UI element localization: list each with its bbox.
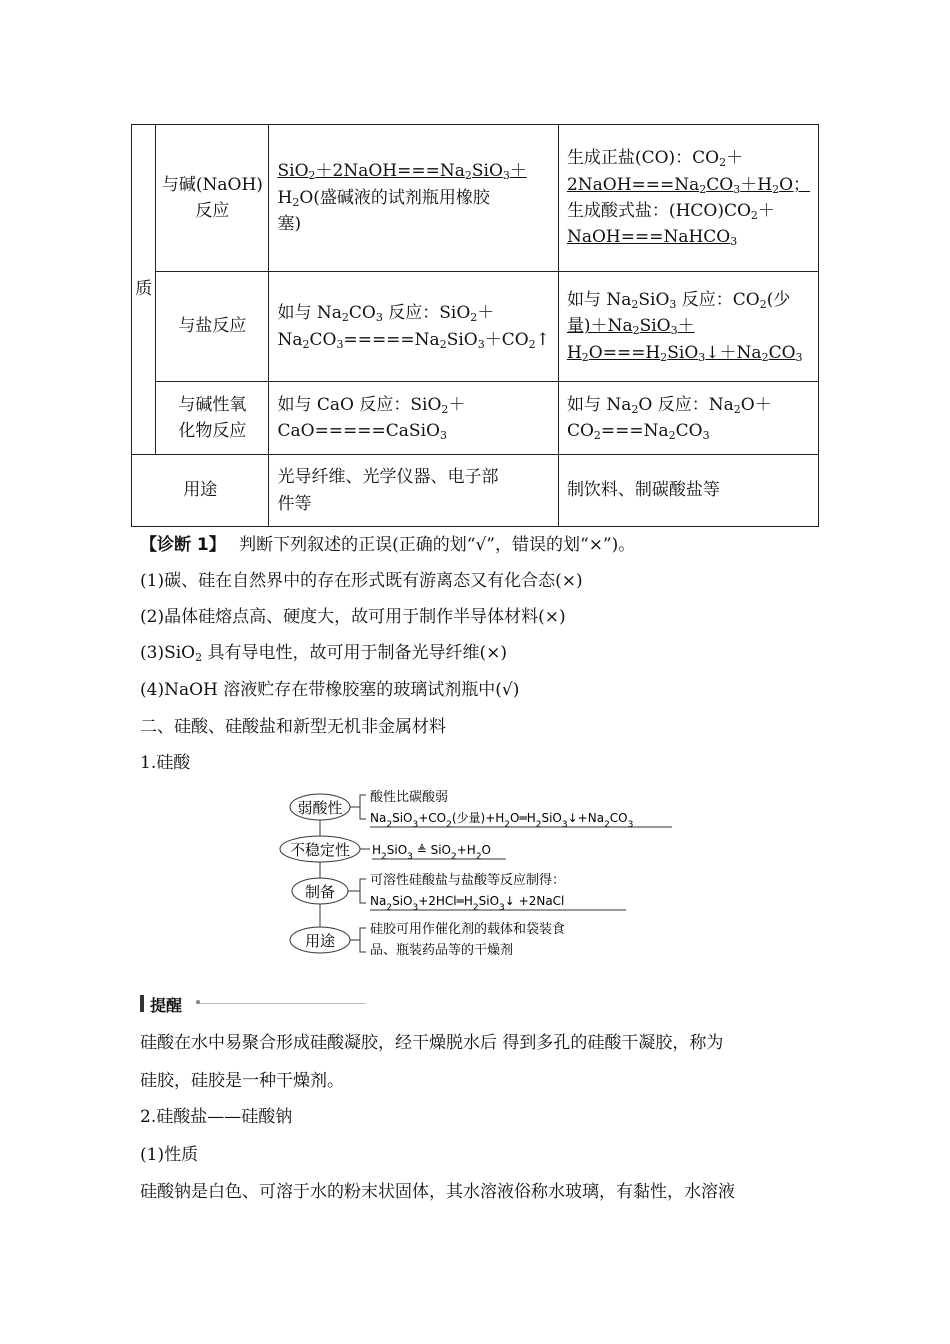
section-heading: 二、硅酸、硅酸盐和新型无机非金属材料 [140, 717, 446, 737]
equation-line: 量)$+Na_2SiO_3+$ [566, 316, 695, 338]
reaction-name-cell [156, 125, 269, 272]
use-label-cell [132, 455, 269, 527]
reaction-name: 化物反应 [178, 421, 247, 441]
equation-line: 如与 $Na_2SiO_3$ 反应：$CO_2$(少 [566, 289, 791, 311]
silicic-acid-diagram [276, 785, 676, 961]
use-label: 用途 [183, 480, 218, 501]
use-text: 件等 [277, 493, 312, 514]
body-text: 硅酸钠是白色、可溶于水的粉末状固体，其水溶液俗称水玻璃，有黏性，水溶液 [140, 1182, 735, 1202]
use-text: 硅胶可用作催化剂的载体和袋装食 [370, 922, 566, 937]
equation-line: 如与 $Na_2CO_3$ 反应：SiO$_2$＋ [277, 303, 495, 325]
equation-line: 如与 $Na_2O$ 反应：$Na_2O+$ [566, 394, 772, 416]
reaction-name: 与碱性氧 [178, 394, 247, 415]
reaction-name-cell [156, 272, 269, 382]
table-row [132, 272, 819, 382]
diagnosis-line [140, 530, 635, 555]
bracket [350, 928, 366, 952]
use-text: 光导纤维、光学仪器、电子部 [277, 467, 499, 488]
reaction-name-cell [156, 382, 269, 455]
tip-dot [196, 1000, 200, 1004]
node-prep: 制备 [304, 883, 336, 901]
diagnosis-prompt: 判断下列叙述的正误(正确的划“√”，错误的划“×”)。 [239, 535, 636, 555]
co2-cell [558, 272, 818, 382]
use-text: 品、瓶装药品等的干燥剂 [370, 943, 514, 958]
equation-line: $H_2O$(盛碱液的试剂瓶用橡胶 [277, 187, 490, 209]
reaction-name: 与碱(NaOH) [161, 174, 263, 195]
equation-line: 塞) [277, 214, 302, 235]
node-unstable: 不稳定性 [289, 841, 351, 859]
unstable-equation: $H_2SiO_3$ ≜ $SiO_2+H_2O$ [372, 843, 491, 862]
equation-line: 如与 CaO 反应：SiO$_2$＋ [277, 394, 466, 416]
table-row [132, 382, 819, 455]
diagnosis-tag: 【诊断 1】 [140, 535, 226, 555]
node-use: 用途 [304, 932, 336, 950]
section-label-cell [132, 125, 156, 455]
properties-table [131, 124, 819, 527]
sio2-cell [269, 125, 558, 272]
node-weak-acid: 弱酸性 [297, 799, 343, 817]
equation-line: $SiO_2+2NaOH===Na_2SiO_3+$ [277, 161, 527, 183]
diagnosis-item: (3)SiO$_2$ 具有导电性，故可用于制备光导纤维(×) [140, 643, 508, 664]
equation-line: $H_2O===H_2SiO_3↓+Na_2CO_3$ [566, 342, 803, 364]
co2-cell [558, 382, 818, 455]
prep-equation: $Na_2SiO_3+2HCl═H_2SiO_3↓$ +2NaCl [370, 894, 565, 913]
tip-header [140, 993, 370, 1013]
co2-cell [558, 125, 818, 272]
table-row [132, 125, 819, 272]
table-row-use [132, 455, 819, 527]
diagnosis-item: (4)NaOH 溶液贮存在带橡胶塞的玻璃试剂瓶中(√) [140, 680, 520, 700]
section-label: 质 [135, 279, 153, 300]
weak-acid-equation: $Na_2SiO_3+CO_2$(少量)$+H_2O═H_2SiO_3↓+Na_2CO_3$ [370, 811, 634, 830]
prep-text: 可溶性硅酸盐与盐酸等反应制得： [370, 873, 566, 888]
tip-label: 提醒 [150, 996, 183, 1015]
equation-line: $CO_2===Na_2CO_3$ [566, 421, 710, 442]
reaction-name: 与盐反应 [178, 316, 247, 337]
tip-text: 硅酸在水中易聚合形成硅酸凝胶，经干燥脱水后 得到多孔的硅酸干凝胶，称为 [140, 1033, 724, 1053]
bracket [350, 795, 366, 819]
weak-acid-text: 酸性比碳酸弱 [370, 790, 449, 805]
subsection-heading: 1.硅酸 [140, 753, 191, 773]
tip-rule [196, 1003, 366, 1004]
equation-line: 生成酸式盐：$(HCO)CO_2+$ [566, 201, 775, 222]
use-text: 制饮料、制碳酸盐等 [566, 480, 720, 501]
co2-use-cell [558, 455, 818, 527]
tip-bar [140, 995, 144, 1012]
sio2-cell [269, 272, 558, 382]
sub-item-heading: (1)性质 [140, 1145, 199, 1165]
diagnosis-item: (1)碳、硅在自然界中的存在形式既有游离态又有化合态(×) [140, 571, 583, 591]
bracket [348, 879, 366, 903]
equation-line: 生成正盐(CO)：$CO_2+$ [566, 148, 744, 170]
tip-text: 硅胶，硅胶是一种干燥剂。 [140, 1071, 344, 1091]
diagnosis-item: (2)晶体硅熔点高、硬度大，故可用于制作半导体材料(×) [140, 607, 566, 627]
equation-line: $Na_2CO_3=====Na_2SiO_3+CO_2↑$ [277, 329, 550, 351]
subsection-heading: 2.硅酸盐——硅酸钠 [140, 1107, 293, 1127]
sio2-use-cell [269, 455, 558, 527]
equation-line: $2NaOH===Na_2CO_3+H_2O$； [566, 174, 810, 196]
sio2-cell [269, 382, 558, 455]
equation-line: CaO=====CaSiO$_3$ [277, 421, 447, 442]
reaction-name: 反应 [195, 201, 230, 221]
equation-line: NaOH===NaHCO$_3$ [566, 227, 738, 249]
